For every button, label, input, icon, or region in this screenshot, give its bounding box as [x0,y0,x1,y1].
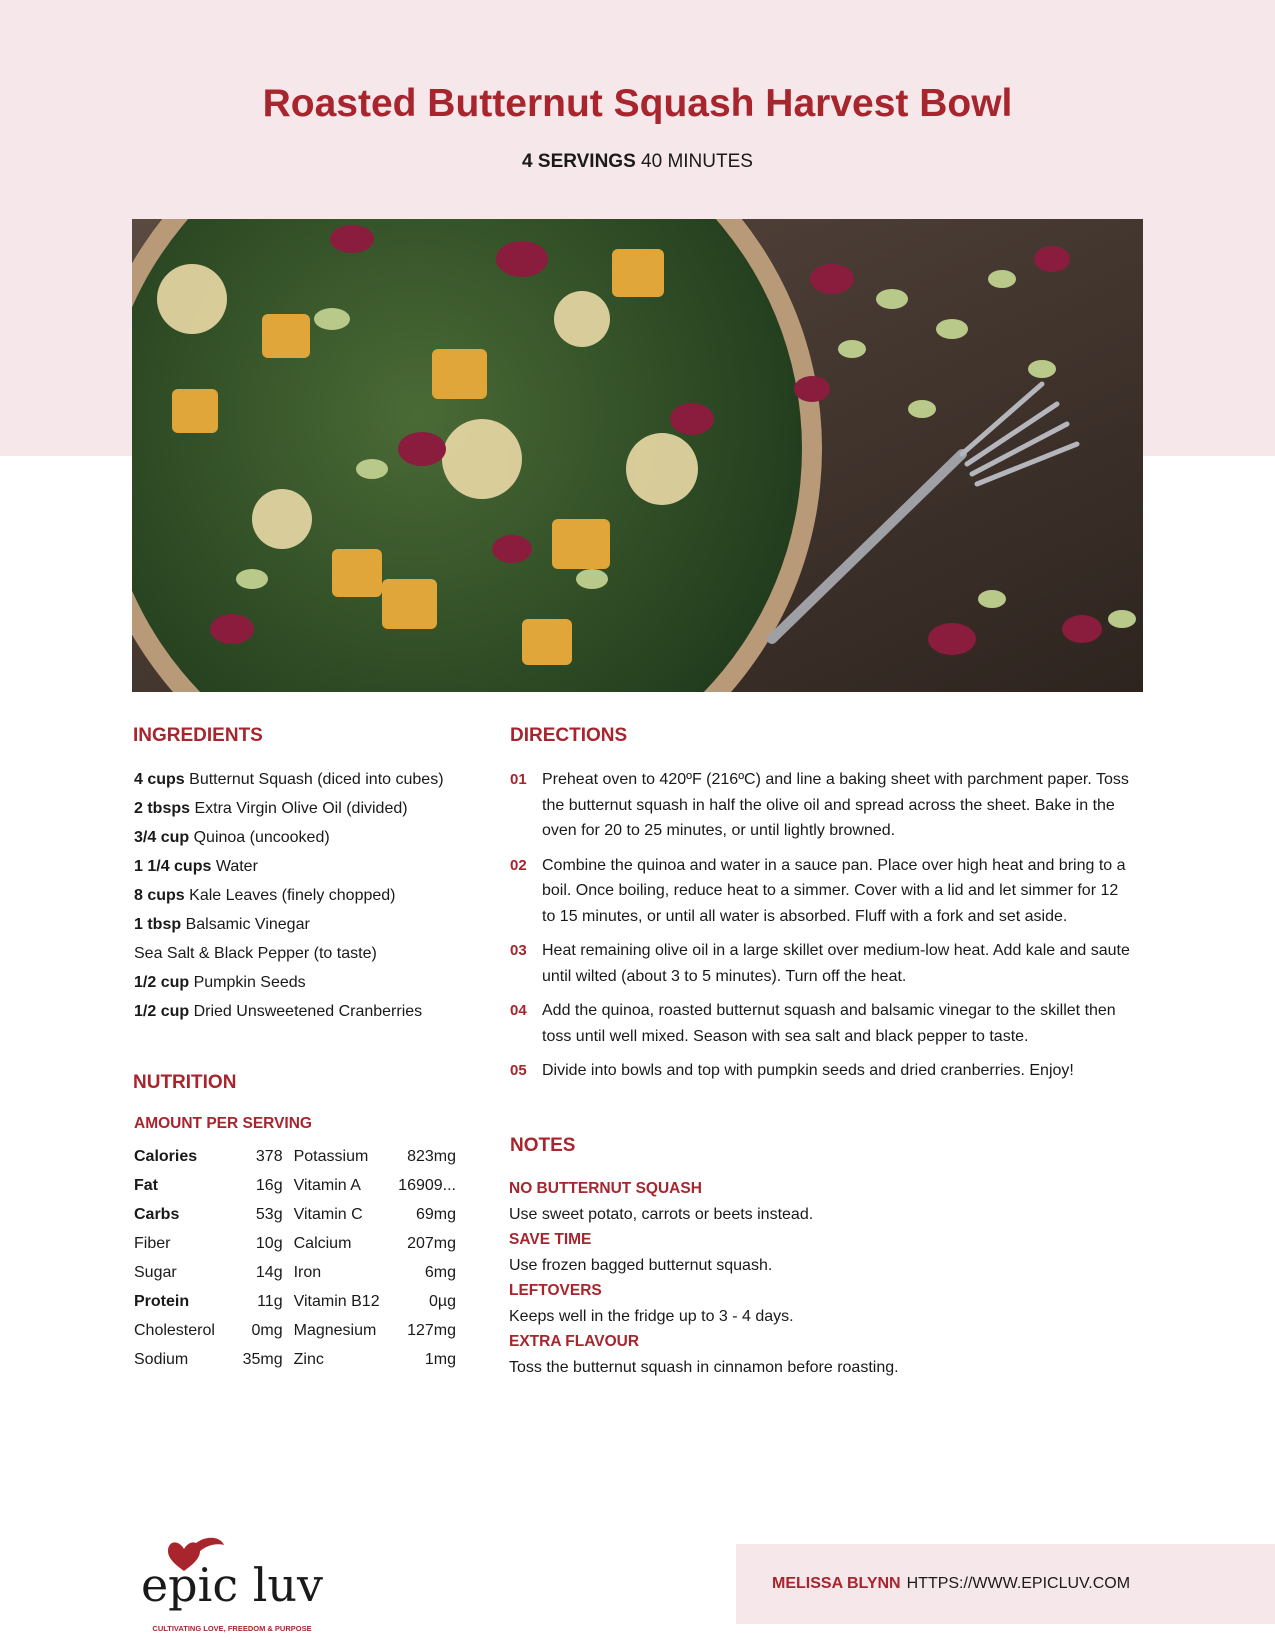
step-text: Add the quinoa, roasted butternut squash and balsamic vinegar to the skillet then toss until well mixed. Season with sea salt and black pepper to taste. [542,1002,1116,1045]
note-body: Use frozen bagged butternut squash. [509,1256,773,1274]
note-heading: SAVE TIME [509,1231,592,1248]
list-item [134,825,464,850]
nutrient-value: 14g [255,1263,283,1281]
nutrient-value: 823mg [407,1147,456,1165]
ingredients-list [134,767,464,1028]
nutrient-label: Sodium [134,1350,189,1368]
table-row [134,1229,456,1258]
nutrient-value: 53g [255,1205,283,1223]
nutrient-label: Calories [134,1147,198,1165]
nutrient-label: Calcium [293,1234,352,1252]
ingredient-text: Quinoa (uncooked) [193,829,330,846]
nutrient-value: 207mg [407,1234,456,1252]
nutrient-value: 0mg [251,1321,283,1339]
epic-luv-logo [132,1531,332,1636]
nutrient-value: 127mg [407,1321,456,1339]
nutrition-heading: NUTRITION [133,1072,237,1093]
footer-credit [736,1544,1275,1624]
note-heading: LEFTOVERS [509,1282,602,1299]
ingredient-text: Balsamic Vinegar [185,916,310,933]
svg-text:epic luv: epic luv [140,1558,324,1612]
ingredient-text: Sea Salt & Black Pepper (to taste) [134,945,377,962]
list-item [510,853,1135,930]
step-text: Preheat oven to 420ºF (216ºC) and line a baking sheet with parchment paper. Toss the butternut squash in half the olive oil and spread across the sheet. Bake in the oven for 20 to 25 minutes, or until lightly browned. [542,771,1129,839]
nutrient-value: 0µg [428,1292,456,1310]
step-text: Combine the quinoa and water in a sauce pan. Place over high heat and bring to a boil. Once boiling, reduce heat to a simmer. Cover with a lid and let simmer for 12 to 15 minutes, or until all water is absorbed. Fluff with a fork and set aside. [542,856,1126,925]
servings: 4 SERVINGS [522,151,636,172]
directions-heading: DIRECTIONS [510,725,628,746]
step-number: 03 [510,942,527,959]
nutrient-value: 10g [255,1234,283,1252]
nutrient-label: Carbs [134,1205,180,1223]
nutrient-value: 16g [255,1176,283,1194]
nutrient-label: Iron [293,1263,322,1281]
list-item [510,767,1135,844]
ingredient-qty: 1 tbsp [134,916,182,933]
list-item [134,767,464,792]
table-row [134,1287,456,1316]
nutrient-label: Fiber [134,1234,171,1252]
recipe-photo [132,219,1143,692]
step-text: Divide into bowls and top with pumpkin seeds and dried cranberries. Enjoy! [542,1062,1074,1079]
amount-per-serving-label: AMOUNT PER SERVING [134,1115,312,1132]
nutrient-label: Sugar [134,1263,177,1281]
list-item [134,970,464,995]
table-row [134,1316,456,1345]
website-link[interactable]: HTTPS://WWW.EPICLUV.COM [906,1575,1131,1592]
step-text: Heat remaining olive oil in a large skillet over medium-low heat. Add kale and saute until wilted (about 3 to 5 minutes). Turn off the heat. [542,942,1130,985]
nutrient-label: Fat [134,1176,158,1194]
nutrient-value: 11g [257,1292,283,1310]
list-item [134,854,464,879]
nutrition-table [134,1142,456,1374]
nutrient-label: Potassium [293,1147,369,1165]
nutrient-label: Vitamin B12 [293,1292,380,1310]
note-body: Use sweet potato, carrots or beets instead. [509,1205,814,1223]
nutrient-label: Zinc [293,1350,324,1368]
list-item [134,883,464,908]
ingredient-text: Water [215,858,258,875]
table-row [134,1345,456,1374]
note-heading: NO BUTTERNUT SQUASH [509,1180,702,1197]
nutrient-value: 1mg [424,1350,456,1368]
list-item [510,998,1135,1049]
author-name: MELISSA BLYNN [772,1575,901,1592]
nutrient-label: Vitamin A [293,1176,361,1194]
table-row [134,1200,456,1229]
ingredient-qty: 1/2 cup [134,1003,190,1020]
nutrient-value: 69mg [415,1205,456,1223]
ingredients-heading: INGREDIENTS [133,725,263,746]
nutrient-label: Cholesterol [134,1321,215,1339]
note-body: Keeps well in the fridge up to 3 - 4 days. [509,1307,794,1325]
note-heading: EXTRA FLAVOUR [509,1333,640,1350]
list-item [134,912,464,937]
ingredient-text: Kale Leaves (finely chopped) [189,887,396,904]
nutrient-label: Vitamin C [293,1205,363,1223]
ingredient-text: Dried Unsweetened Cranberries [193,1003,423,1020]
ingredient-text: Pumpkin Seeds [193,974,306,991]
list-item [510,938,1135,989]
nutrient-value: 16909... [398,1176,456,1194]
recipe-meta [0,151,1275,173]
list-item [510,1058,1135,1084]
ingredient-qty: 4 cups [134,771,185,788]
ingredient-qty: 8 cups [134,887,185,904]
directions-list [510,767,1135,1093]
table-row [134,1142,456,1171]
list-item [134,796,464,821]
ingredient-qty: 3/4 cup [134,829,190,846]
table-row [134,1258,456,1287]
total-time: 40 MINUTES [641,151,753,172]
ingredient-text: Butternut Squash (diced into cubes) [189,771,444,788]
notes-list [509,1176,1129,1380]
step-number: 04 [510,1002,527,1019]
recipe-title: Roasted Butternut Squash Harvest Bowl [262,82,1013,125]
ingredient-qty: 1 1/4 cups [134,858,212,875]
notes-heading: NOTES [510,1135,576,1156]
step-number: 05 [510,1062,527,1079]
nutrient-label: Protein [134,1292,190,1310]
list-item [134,941,464,966]
nutrient-label: Magnesium [293,1321,377,1339]
step-number: 01 [510,771,527,788]
ingredient-qty: 2 tbsps [134,800,191,817]
svg-text:CULTIVATING LOVE, FREEDOM & PU: CULTIVATING LOVE, FREEDOM & PURPOSE [152,1624,312,1633]
nutrient-value: 35mg [242,1350,283,1368]
ingredient-text: Extra Virgin Olive Oil (divided) [194,800,408,817]
list-item [134,999,464,1024]
table-row [134,1171,456,1200]
step-number: 02 [510,856,527,874]
nutrient-value: 6mg [424,1263,456,1281]
nutrient-value: 378 [255,1147,283,1165]
note-body: Toss the butternut squash in cinnamon before roasting. [509,1358,899,1376]
ingredient-qty: 1/2 cup [134,974,190,991]
